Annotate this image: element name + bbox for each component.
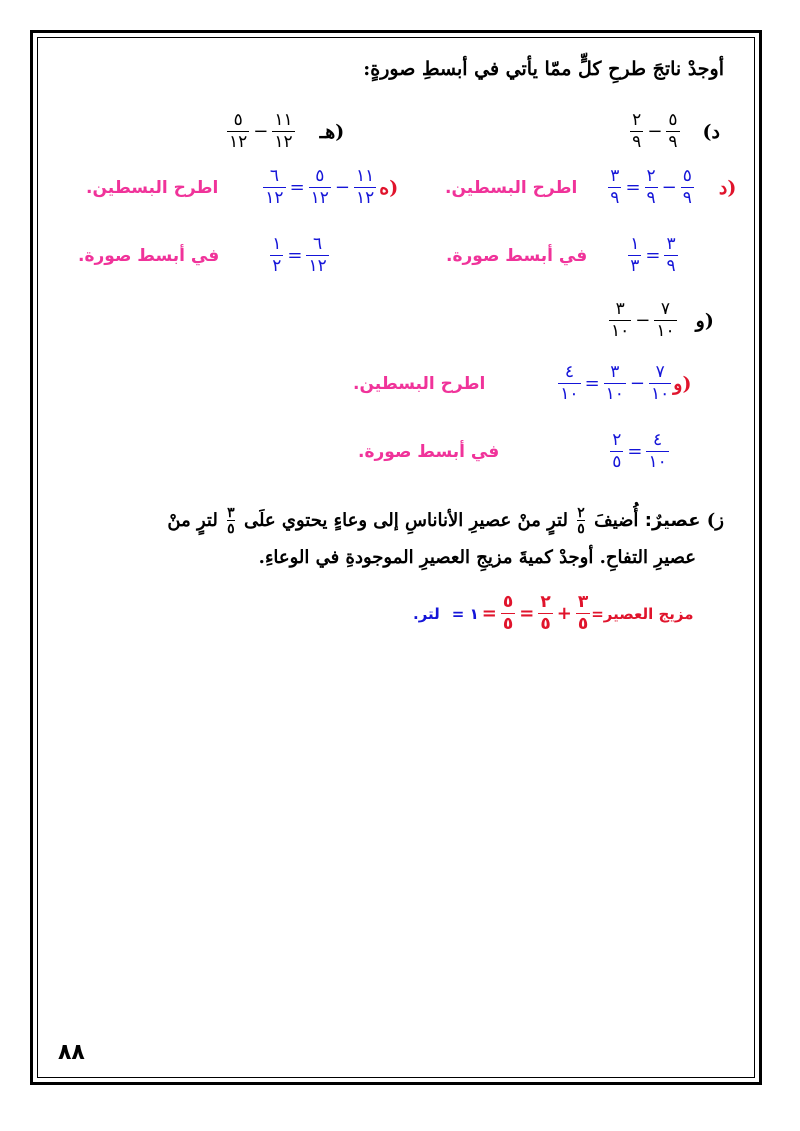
solution-h-note-subtract: اطرح البسطين. bbox=[86, 177, 219, 198]
fraction: $\frac{٣}{١٠}$ bbox=[605, 362, 624, 404]
juice-text-b: لترٍ منْ عصيرِ الأناناسِ إلى وعاءٍ يحتوي علَى bbox=[243, 510, 568, 531]
problem-h bbox=[226, 112, 344, 151]
juice-label: ز) bbox=[706, 510, 724, 531]
problem-w bbox=[608, 301, 714, 340]
fraction: $\frac{٣}{٩}$ bbox=[666, 234, 676, 276]
answer-unit: لتر. bbox=[413, 604, 440, 623]
problem-d bbox=[629, 112, 720, 151]
fraction: $\frac{٥}{١٢}$ bbox=[310, 166, 329, 208]
fraction: $\frac{٢}{٥}$ bbox=[540, 592, 551, 634]
solution-d-step1: اطرح البسطين. $\frac{٣}{٩}$ = $\frac{٢}{٩}$ − $\frac{٥}{٩}$ د) bbox=[445, 166, 737, 208]
problem-w-label: و) bbox=[695, 309, 714, 332]
fraction: $\frac{٢}{٥}$ bbox=[612, 430, 622, 472]
fraction: $\frac{٦}{١٢}$ bbox=[265, 166, 284, 208]
fraction: $\frac{٣}{٩}$ bbox=[610, 166, 620, 208]
page-number: ٨٨ bbox=[58, 1040, 85, 1065]
minus-sign: − bbox=[647, 121, 663, 142]
minus-sign: − bbox=[635, 310, 651, 331]
solution-d-note-subtract: اطرح البسطين. bbox=[445, 177, 578, 198]
solution-h-step2: في أبسط صورة. $\frac{١}{٢}$ = $\frac{٦}{١٢}$ bbox=[78, 236, 330, 275]
fraction: $\frac{٢}{٩}$ bbox=[646, 166, 656, 208]
fraction: $\frac{٢}{٩}$ bbox=[632, 110, 642, 152]
problem-d-label: د) bbox=[702, 120, 720, 143]
fraction: $\frac{٥}{٥}$ bbox=[502, 592, 514, 634]
answer-result: = ١ bbox=[451, 604, 479, 623]
solution-h-step1: اطرح البسطين. $\frac{٦}{١٢}$ = $\frac{٥}{١٢}$ − $\frac{١١}{١٢}$ ه) bbox=[86, 166, 399, 208]
fraction: $\frac{٤}{١٠}$ bbox=[560, 362, 579, 404]
solution-w-note-subtract: اطرح البسطين. bbox=[353, 373, 486, 394]
juice-text-c: لترٍ منْ bbox=[167, 510, 218, 531]
fraction: $\frac{٦}{١٢}$ bbox=[308, 234, 327, 276]
fraction: $\frac{٥}{٩}$ bbox=[682, 166, 692, 208]
juice-keyword: عصيرٌ: bbox=[644, 510, 701, 531]
fraction: $\frac{٥}{٩}$ bbox=[668, 110, 678, 152]
solution-w-note-simplest: في أبسط صورة. bbox=[358, 441, 500, 462]
problem-h-label: هـ) bbox=[319, 120, 345, 143]
fraction: $\frac{٣}{٥}$ bbox=[227, 505, 235, 537]
solution-d-step2: في أبسط صورة. $\frac{١}{٣}$ = $\frac{٣}{٩}$ bbox=[446, 236, 679, 275]
solution-d-note-simplest: في أبسط صورة. bbox=[446, 245, 588, 266]
answer-prefix: مزيج العصير= bbox=[591, 604, 694, 623]
solution-d-label: د) bbox=[718, 176, 737, 199]
juice-problem-line2: عصيرِ التفاحِ. أوجدْ كميةَ مزيجِ العصيرِ الموجودةِ في الوعاءِ. bbox=[258, 547, 696, 568]
juice-problem-line1 bbox=[167, 506, 724, 536]
solution-w-step2: في أبسط صورة. $\frac{٢}{٥}$ = $\frac{٤}{١٠}$ bbox=[358, 432, 670, 471]
fraction: $\frac{١}{٣}$ bbox=[630, 234, 640, 276]
fraction: $\frac{٥}{١٢}$ bbox=[229, 110, 248, 152]
solution-w-label: و) bbox=[673, 372, 692, 395]
minus-sign: − bbox=[253, 121, 269, 142]
fraction: $\frac{٧}{١٠}$ bbox=[656, 299, 675, 341]
solution-w-step1: اطرح البسطين. $\frac{٤}{١٠}$ = $\frac{٣}{١٠}$ − $\frac{٧}{١٠}$ و) bbox=[353, 362, 692, 404]
fraction: $\frac{١١}{١٢}$ bbox=[356, 166, 375, 208]
solution-h-note-simplest: في أبسط صورة. bbox=[78, 245, 220, 266]
fraction: $\frac{٢}{٥}$ bbox=[577, 505, 585, 537]
fraction: $\frac{٣}{١٠}$ bbox=[611, 299, 630, 341]
fraction: $\frac{٣}{٥}$ bbox=[577, 592, 589, 634]
solution-h-label: ه) bbox=[379, 176, 399, 199]
fraction: $\frac{٧}{١٠}$ bbox=[651, 362, 670, 404]
fraction: $\frac{٤}{١٠}$ bbox=[648, 430, 667, 472]
fraction: $\frac{١}{٢}$ bbox=[272, 234, 282, 276]
juice-answer: لتر. = ١ = $\frac{٥}{٥}$ = $\frac{٢}{٥}$ + $\frac{٣}{٥}$ مزيج العصير= bbox=[413, 592, 694, 634]
fraction: $\frac{١١}{١٢}$ bbox=[274, 110, 293, 152]
juice-text-a: أُضيفَ bbox=[594, 510, 639, 531]
instruction-text: أوجدْ ناتجَ طرحِ كلٍّ ممّا يأتي في أبسطِ صورةٍ: bbox=[363, 58, 724, 80]
